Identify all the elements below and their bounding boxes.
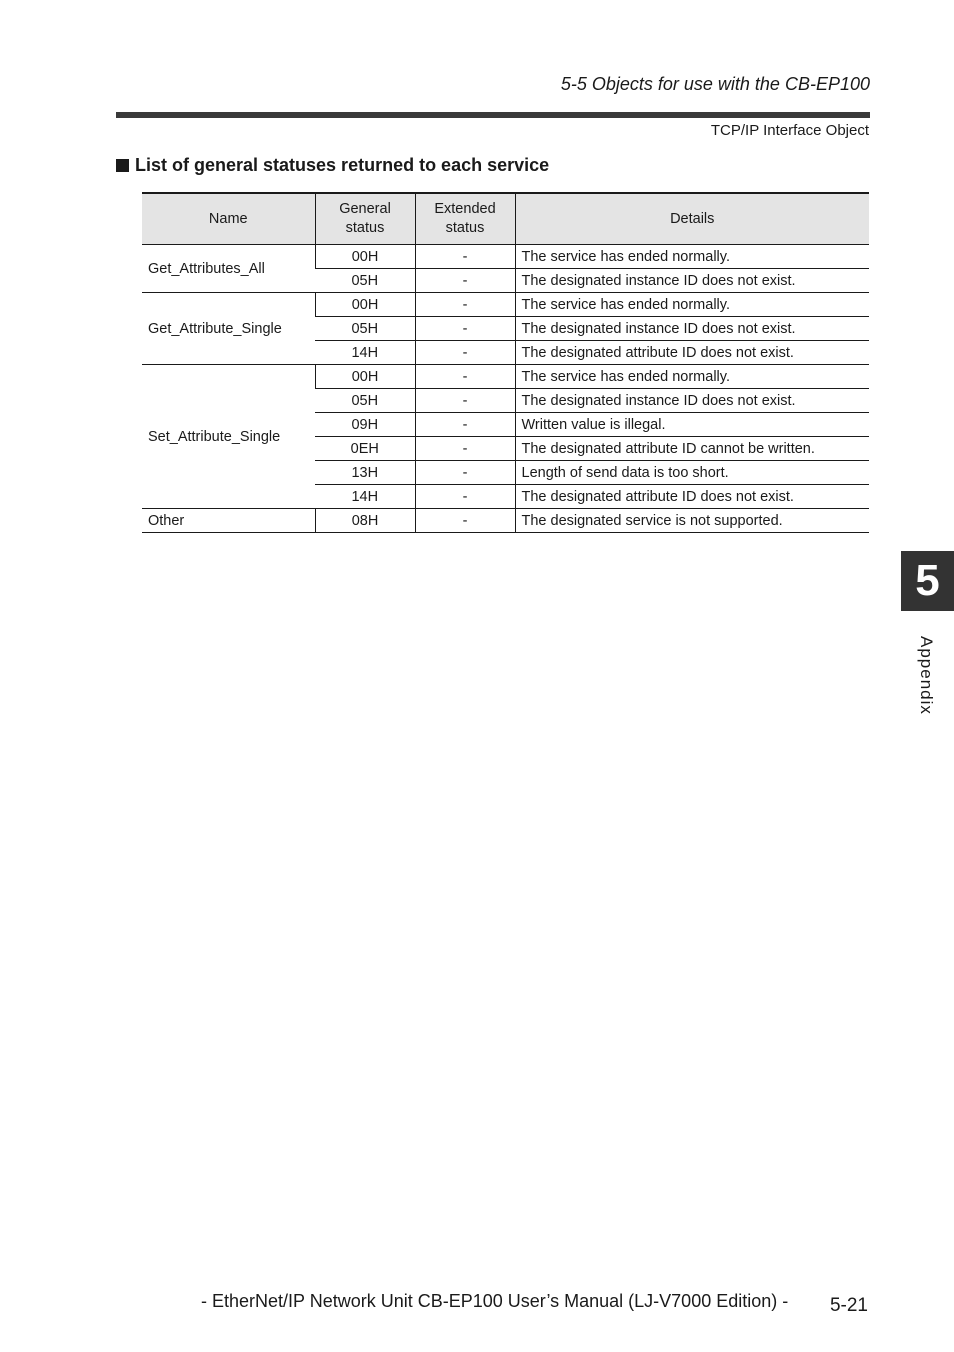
general-status-cell: 14H bbox=[315, 341, 415, 365]
details-cell: The designated instance ID does not exist. bbox=[515, 269, 869, 293]
details-cell: Written value is illegal. bbox=[515, 413, 869, 437]
chapter-tab: 5 bbox=[901, 551, 954, 611]
general-status-cell: 08H bbox=[315, 509, 415, 533]
service-name-cell: Get_Attribute_Single bbox=[142, 293, 315, 365]
details-cell: The designated attribute ID does not exist. bbox=[515, 485, 869, 509]
extended-status-cell: - bbox=[415, 365, 515, 389]
service-name-cell: Get_Attributes_All bbox=[142, 245, 315, 293]
subsection-title: TCP/IP Interface Object bbox=[710, 122, 869, 139]
general-status-cell: 09H bbox=[315, 413, 415, 437]
column-header-general-status: General status bbox=[315, 193, 415, 245]
running-title: 5-5 Objects for use with the CB-EP100 bbox=[560, 74, 870, 94]
details-cell: The designated attribute ID does not exist. bbox=[515, 341, 869, 365]
general-status-cell: 14H bbox=[315, 485, 415, 509]
general-status-cell: 05H bbox=[315, 269, 415, 293]
details-cell: The designated instance ID does not exist. bbox=[515, 389, 869, 413]
chapter-side-label: Appendix bbox=[917, 636, 936, 715]
general-status-cell: 13H bbox=[315, 461, 415, 485]
extended-status-cell: - bbox=[415, 461, 515, 485]
table-row bbox=[142, 509, 869, 533]
table-row bbox=[142, 245, 869, 269]
header-rule bbox=[116, 112, 870, 118]
general-status-cell: 0EH bbox=[315, 437, 415, 461]
column-header-name: Name bbox=[142, 193, 315, 245]
extended-status-cell: - bbox=[415, 245, 515, 269]
status-table bbox=[142, 192, 869, 533]
extended-status-cell: - bbox=[415, 269, 515, 293]
extended-status-cell: - bbox=[415, 437, 515, 461]
details-cell: The designated service is not supported. bbox=[515, 509, 869, 533]
general-status-cell: 05H bbox=[315, 389, 415, 413]
column-header-extended-status: Extended status bbox=[415, 193, 515, 245]
black-square-icon bbox=[116, 159, 129, 172]
extended-status-cell: - bbox=[415, 509, 515, 533]
extended-status-cell: - bbox=[415, 485, 515, 509]
general-status-cell: 00H bbox=[315, 293, 415, 317]
details-cell: The designated attribute ID cannot be written. bbox=[515, 437, 869, 461]
extended-status-cell: - bbox=[415, 413, 515, 437]
section-heading-text: List of general statuses returned to each service bbox=[135, 155, 550, 175]
general-status-cell: 05H bbox=[315, 317, 415, 341]
general-status-cell: 00H bbox=[315, 365, 415, 389]
section-heading bbox=[116, 155, 549, 176]
table-row bbox=[142, 365, 869, 389]
service-name-cell: Set_Attribute_Single bbox=[142, 365, 315, 509]
details-cell: The designated instance ID does not exist. bbox=[515, 317, 869, 341]
general-status-cell: 00H bbox=[315, 245, 415, 269]
column-header-details: Details bbox=[515, 193, 869, 245]
details-cell: The service has ended normally. bbox=[515, 293, 869, 317]
extended-status-cell: - bbox=[415, 341, 515, 365]
page-number: 5-21 bbox=[829, 1295, 868, 1316]
footer-manual-title: - EtherNet/IP Network Unit CB-EP100 User’s Manual (LJ-V7000 Edition) - bbox=[201, 1291, 789, 1311]
extended-status-cell: - bbox=[415, 389, 515, 413]
service-name-cell: Other bbox=[142, 509, 315, 533]
extended-status-cell: - bbox=[415, 293, 515, 317]
details-cell: The service has ended normally. bbox=[515, 365, 869, 389]
table-row bbox=[142, 293, 869, 317]
table-header-row bbox=[142, 193, 869, 245]
extended-status-cell: - bbox=[415, 317, 515, 341]
details-cell: The service has ended normally. bbox=[515, 245, 869, 269]
details-cell: Length of send data is too short. bbox=[515, 461, 869, 485]
